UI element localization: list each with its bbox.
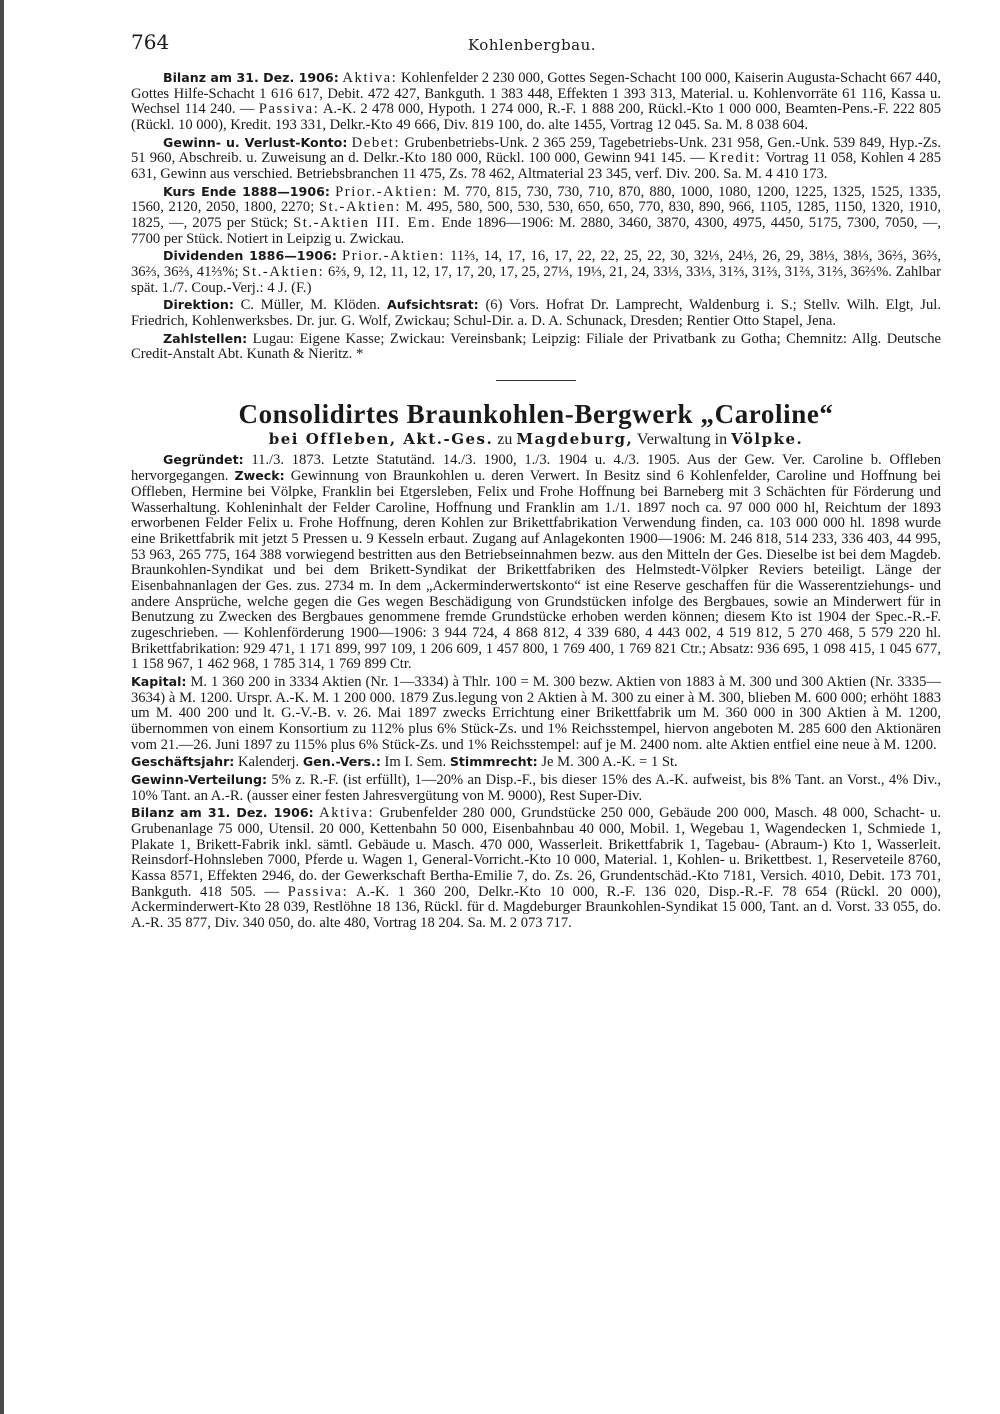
kurs-paragraph (131, 184, 941, 248)
passiva-2-word: Passiva: (287, 883, 349, 900)
section-divider (496, 380, 576, 381)
st-aktien-word: St.-Aktien: (318, 199, 401, 216)
bilanz-paragraph (131, 70, 941, 134)
bilanz-2-text-2: A.-K. 1 360 200, Delkr.-Kto 10 000, R.-F. 136 020, Disp.-R.-F. 78 654 (Rückl. 20 000), Ackerminderwert-Kto 28 039, Restlöhne 18 136, Rückl. für d. Magdeburger Braunkohlen-Syndikat 15 000, Tant. an d. Vorst. 33 055, do. A.-R. 35 877, Div. 340 050, do. alte 480, Vortrag 18 204. Sa. M. 2 073 717. (131, 883, 941, 931)
stimmrecht-label: Stimmrecht: (449, 754, 538, 770)
kapital-text: M. 1 360 200 in 3334 Aktien (Nr. 1—3334) à Thlr. 100 = M. 300 bezw. Aktien von 1883 à M. 300 und 300 Aktien (Nr. 3335—3634) à M. 1200. Urspr. A.-K. M. 1 200 000. 1879 Zus.legung von 2 Aktien à M. 300 zu einer à M. 300, blieben M. 600 000; erhöht 1883 um M. 400 200 und lt. G.-V.-B. v. 26. Mai 1897 zwecks Errichtung einer Brikettfabrik um M. 360 000 in 300 Aktien à M. 1200, übernommen von einem Konsortium zu 112% plus 6% Stück-Zs. und 1% Reichsstempel, hiervon angeboten M. 285 600 den Aktionären vom 21.—26. Juni 1897 zu 115% plus 6% Stück-Zs. und 1% Reichsstempel: auf je M. 2400 nom. alte Aktien entfiel eine neue à M. 1200. (131, 674, 941, 753)
bilanz-2-label: Bilanz am 31. Dez. 1906: (131, 805, 314, 821)
direktion-text: C. Müller, M. Klöden. (233, 297, 387, 314)
subtitle-part-2: zu (493, 430, 517, 448)
kurs-label: Kurs Ende 1888—1906: (163, 183, 330, 199)
zahlstellen-text: Lugau: Eigene Kasse; Zwickau: Vereinsbank; Leipzig: Filiale der Privatbank zu Gotha; Chemnitz: Allg. Deutsche Credit-Anstalt Abt. Kunath & Nieritz. * (131, 330, 941, 363)
kurs-text-3: Ende 1896—1906: M. 2880, 3460, 3870, 4300, 4975, 4450, 5175, 7300, 7050, —, 7700 per Stück. Notiert in Leipzig u. Zwickau. (131, 214, 941, 247)
dividenden-paragraph (131, 248, 941, 296)
aufsichtsrat-text: (6) Vors. Hofrat Dr. Lamprecht, Waldenburg i. S.; Stellv. Wilh. Elgt, Jul. Friedrich, Kohlenwerksbes. Dr. jur. G. Wolf, Zwickau; Schul-Dir. a. D. A. Schunack, Dresden; Rentier Otto Stapel, Jena. (131, 297, 941, 329)
aufsichtsrat-label: Aufsichtsrat: (386, 297, 479, 313)
kurs-text-1: M. 770, 815, 730, 730, 710, 870, 880, 1000, 1080, 1200, 1225, 1325, 1525, 1335, 1560, 2120, 2050, 1800, 2270; (131, 183, 941, 216)
prior-aktien-word: Prior.-Aktien: (335, 183, 439, 200)
gegruendet-text: 11./3. 1873. Letzte Statutänd. 14./3. 1900, 1./3. 1904 u. 4./3. 1905. Aus der Gew. Ver. Caroline b. Offleben hervorgegangen. (131, 451, 941, 485)
genvers-label: Gen.-Vers.: (302, 754, 381, 770)
company-subtitle (131, 430, 941, 449)
gewinn-verteilung-text: 5% z. R.-F. (ist erfüllt), 1—20% an Disp.-F., bis dieser 15% des A.-K. aufweist, bis 8% Tant. an Vorst., 4% Div., 10% Tant. an A.-R. (ausser einer festen Jahresvergütung von M. 9000), Rest Super-Div. (131, 771, 941, 804)
gewinn-verteilung-label: Gewinn-Verteilung: (131, 771, 268, 787)
geschaeftsjahr-label: Geschäftsjahr: (131, 754, 235, 770)
bilanz-text-1: Kohlenfelder 2 230 000, Gottes Segen-Schacht 100 000, Kaiserin Augusta-Schacht 667 440, Gottes Hilfe-Schacht 1 616 617, Debit. 472 427, Bankguth. 1 383 448, Effekten 1 393 313, Material. u. Kohlenvorräte 61 116, Kassa u. Wechsel 114 240. — (131, 70, 941, 118)
company-title: Consolidirtes Braunkohlen-Bergwerk „Caroline“ (238, 398, 834, 429)
gv-label: Gewinn- u. Verlust-Konto: (163, 134, 348, 150)
aktiva-2-word: Aktiva: (319, 805, 375, 822)
bilanz-2-text-1: Grubenfelder 280 000, Grundstücke 250 000, Gebäude 200 000, Masch. 48 000, Schacht- u. Grubenanlage 75 000, Utensil. 20 000, Kettenbahn 50 000, Eisenbahnbau 40 000, Mobil. 1, Wegebau 1, Wagendecken 1, Schmiede 1, Plakate 1, Brikett-Fabrik inkl. sämtl. Gebäude u. Masch. 470 000, Wasserleit. Brikettfabrik 1, Tagebau- (Abraum-) Kto 1, Wasserleit. Reinsdorf-Hohnsleben 7000, Pferde u. Wagen 1, General-Vorricht.-Kto 10 000, Material. 1, Kohlen- u. Brikettbest. 1, Reserveteile 8760, Kassa 8571, Effekten 2946, do. der Gewerkschaft Bertha-Emilie 7, do. Zs. 26, Grundentschäd.-Kto 7181, Versich. 4010, Debit. 173 701, Bankguth. 418 505. — (131, 805, 941, 900)
gv-text-2: Vortrag 11 058, Kohlen 4 285 631, Gewinn aus verschied. Betriebsbranchen 11 475, Zs. 78 462, Altmaterial 23 345, verf. Div. 200. Sa. M. 4 410 173. (131, 150, 941, 182)
zweck-text: Gewinnung von Braunkohlen u. deren Verwert. In Besitz sind 6 Kohlenfelder, Caroline und Hoffnung bei Offleben, Hermine bei Völpke, Franklin bei Etgersleben, Felix und Frohe Hoffnung bei Barneberg mit 3 Schächten für Förderung und Wasserhaltung. Kohleninhalt der Felder Caroline, Hoffnung und Franklin am 1./1. 1897 noch ca. 97 000 000 hl, Reichtum der 1893 erworbenen Felder Felix u. Frohe Hoffnung, deren Kohlen zur Brikettfabrikation Verwendung finden, ca. 103 000 000 hl. 1898 wurde eine Brikettfabrik mit jetzt 5 Pressen u. 9 Kesseln erbaut. Zugang auf Anlagekonten 1900—1906: M. 246 818, 514 233, 336 403, 44 995, 53 963, 265 775, 164 388 vorwiegend bestritten aus den Betriebseinnahmen bezw. aus den Mitteln der Ges. Dieselbe ist bei dem Magdeb. Braunkohlen-Syndikat und bei dem Brikett-Syndikat der Brikettfabriken des Helmstedt-Völpker Reviers beteiligt. Länge der Eisenbahnanlagen der Ges. zus. 2734 m. In dem „Ackerminderwertskonto“ ist eine Reserve geschaffen für die Wasserentziehungs- und andere Ansprüche, welche gegen die Ges wegen Beschädigung von Grundstücken infolge des Bergbaues, sowie an Minderwert für in Benutzung zu Zwecken des Bergbaues genommene fremde Grundstücke erhoben werden können; diesem Kto ist 1904 der Spec.-R.-F. zugeschrieben. — Kohlenförderung 1900—1906: 3 944 724, 4 868 812, 4 339 680, 4 443 002, 4 519 812, 5 270 468, 5 579 220 hl. Brikettfabrikation: 929 471, 1 171 899, 997 109, 1 206 609, 1 457 800, 1 769 400, 1 769 821 Ctr.; Absatz: 936 695, 1 098 415, 1 045 677, 1 158 967, 1 462 968, 1 785 314, 1 769 899 Ctr. (131, 468, 941, 673)
zahlstellen-paragraph (131, 331, 941, 363)
genvers-text: Im I. Sem. (380, 754, 450, 771)
gv-text-1: Grubenbetriebs-Unk. 2 365 259, Tagebetriebs-Unk. 231 958, Gen.-Unk. 539 849, Hyp.-Zs. 51 960, Abschreib. u. Zuweisung an d. Delkr.-Kto 180 000, Rückl. 100 000, Gewinn 941 145. — (131, 134, 941, 167)
scan-edge (0, 0, 4, 1414)
st-aktien-iii-word: St.-Aktien III. Em. (293, 214, 437, 231)
div-text-1: 11⅔, 14, 17, 16, 17, 22, 22, 25, 22, 30, 32⅓, 24⅓, 26, 29, 38⅓, 38⅓, 36⅔, 36⅔, 36⅔, 36⅔, 41⅔%; (131, 248, 942, 280)
gewinn-verteilung-paragraph (131, 772, 941, 804)
debet-word: Debet: (351, 134, 401, 151)
subtitle-part-1: bei Offleben, Akt.-Ges. (268, 429, 494, 448)
div-text-2: 6⅔, 9, 12, 11, 12, 17, 17, 20, 17, 25, 27⅓, 19⅓, 21, 24, 33⅓, 33⅓, 31⅔, 31⅔, 31⅔, 31⅔, 36⅔%. Zahlbar spät. 1./7. Coup.-Verj.: 4 J. (F.) (131, 263, 941, 296)
dividenden-label: Dividenden 1886—1906: (163, 248, 337, 264)
geschaeftsjahr-text: Kalenderj. (234, 754, 303, 771)
running-title: Kohlenbergbau. (468, 36, 597, 54)
direktion-paragraph (131, 297, 941, 329)
passiva-word: Passiva: (258, 101, 320, 118)
zahlstellen-label: Zahlstellen: (163, 330, 248, 346)
kredit-word: Kredit: (708, 150, 762, 167)
kapital-paragraph (131, 674, 941, 753)
geschaeftsjahr-paragraph (131, 754, 941, 771)
kapital-label: Kapital: (131, 674, 187, 689)
stimmrecht-text: Je M. 300 A.-K. = 1 St. (537, 754, 678, 771)
bilanz-label: Bilanz am 31. Dez. 1906: (163, 70, 339, 85)
div-prior-word: Prior.-Aktien: (342, 248, 446, 265)
page-number: 764 (131, 30, 170, 54)
aktiva-word: Aktiva: (342, 70, 398, 86)
page-content (131, 70, 941, 932)
gv-paragraph (131, 135, 941, 183)
bilanz-text-2: A.-K. 2 478 000, Hypoth. 1 274 000, R.-F. 1 888 200, Rückl.-Kto 1 000 000, Beamten-Pens.-F. 222 805 (Rückl. 10 000), Kredit. 193 331, Delkr.-Kto 49 666, Div. 819 100, do. alte 1455, Vortrag 12 045. Sa. M. 8 038 604. (131, 101, 941, 133)
div-st-word: St.-Aktien: (242, 263, 325, 280)
direktion-label: Direktion: (163, 297, 234, 313)
kurs-text-2: M. 495, 580, 500, 530, 530, 650, 650, 770, 830, 890, 966, 1105, 1285, 1150, 1320, 1910, 1825, —, 2075 per Stück; (131, 199, 941, 231)
gegruendet-paragraph (131, 452, 941, 673)
subtitle-part-4: Verwaltung in (633, 430, 732, 448)
bilanz-2-paragraph (131, 805, 941, 931)
subtitle-part-5: Völpke. (731, 429, 804, 448)
gegruendet-label: Gegründet: (163, 451, 244, 467)
zweck-label: Zweck: (234, 468, 285, 484)
subtitle-part-3: Magdeburg, (516, 429, 634, 448)
